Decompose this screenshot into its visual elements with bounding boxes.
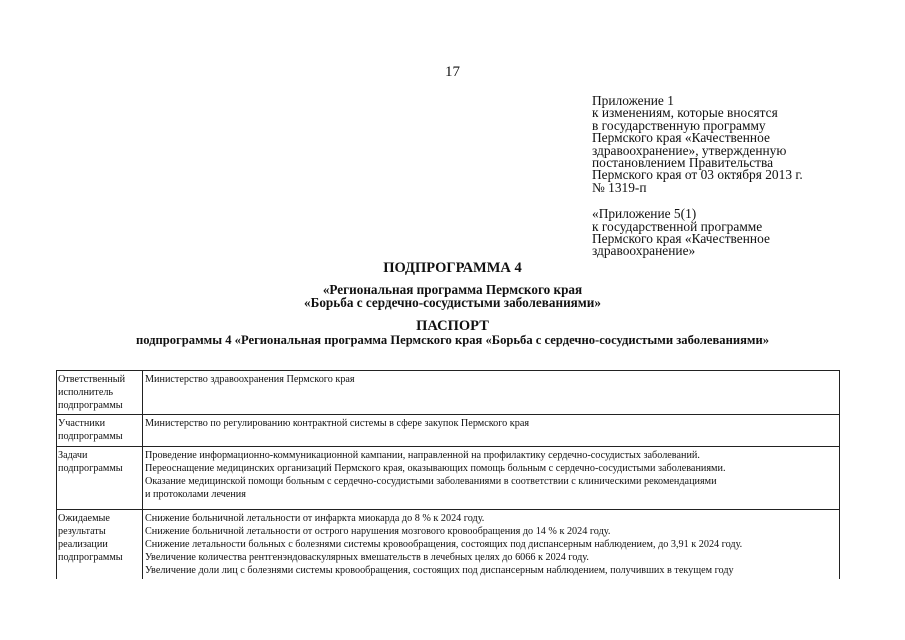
appendix-line: Пермского края от 03 октября 2013 г. — [592, 167, 803, 183]
passport-table — [56, 370, 840, 579]
label-line: реализации — [58, 538, 108, 550]
table-row — [57, 510, 840, 579]
content-line: Снижение больничной летальности от инфаркта миокарда до 8 % к 2024 году. — [145, 513, 485, 525]
content-line: Переоснащение медицинских организаций Пермского края, оказывающих помощь больным с сердечно-сосудистыми заболеваниями. — [145, 463, 726, 475]
label-line: результаты — [58, 526, 106, 538]
label-line: исполнитель — [58, 386, 114, 398]
table-row — [57, 371, 840, 415]
passport-title: ПАСПОРТ — [416, 318, 489, 334]
subprogram-title: ПОДПРОГРАММА 4 — [383, 260, 522, 276]
label-line: Ожидаемые — [58, 513, 110, 525]
appendix-line: здравоохранение», утвержденную — [592, 142, 787, 158]
label-line: подпрограммы — [58, 463, 123, 475]
row-label — [57, 447, 143, 510]
appendix-line: Приложение 1 — [592, 93, 674, 108]
row-label — [57, 371, 143, 415]
content-line: Оказание медицинской помощи больным с сердечно-сосудистыми заболеваниями в соответствии с клиническими рекомендациями — [145, 475, 717, 487]
row-content — [143, 510, 840, 579]
table-row — [57, 447, 840, 510]
row-content — [143, 447, 840, 510]
appendix-note — [592, 95, 852, 258]
content-line: и протоколами лечения — [145, 488, 246, 500]
row-content — [143, 415, 840, 447]
appendix-line: к государственной программе — [592, 218, 763, 234]
page-number: 17 — [445, 64, 460, 80]
label-line: подпрограммы — [58, 399, 123, 411]
content-line: Проведение информационно-коммуникационной кампании, направленной на профилактику сердечно-сосудистых заболеваний. — [145, 450, 700, 462]
content-line: Министерство по регулированию контрактной системы в сфере закупок Пермского края — [145, 418, 530, 430]
appendix-line: к изменениям, которые вносятся — [592, 105, 778, 121]
appendix-line: № 1319-п — [592, 179, 647, 195]
content-line: Увеличение количества рентгенэндоваскулярных вмешательств в лечебных целях до 6066 к 2024 году. — [145, 551, 589, 563]
regional-program-title-line1: «Региональная программа Пермского края — [322, 282, 583, 297]
appendix-line: Пермского края «Качественное — [592, 130, 770, 146]
label-line: подпрограммы — [58, 551, 123, 563]
row-label — [57, 510, 143, 579]
row-content — [143, 371, 840, 415]
regional-program-title-line2: «Борьба с сердечно-сосудистыми заболеваниями» — [304, 295, 601, 310]
row-label — [57, 415, 143, 447]
label-line: Ответственный — [58, 374, 126, 385]
appendix-line: в государственную программу — [592, 117, 766, 133]
appendix-line: здравоохранение» — [592, 243, 696, 259]
content-line: Снижение больничной летальности от острого нарушения мозгового кровообращения до 14 % к 2024 году. — [145, 526, 611, 538]
content-line: Министерство здравоохранения Пермского края — [145, 374, 355, 385]
passport-subtitle: подпрограммы 4 «Региональная программа Пермского края «Борьба с сердечно-сосудистыми заболеваниями» — [135, 333, 770, 347]
label-line: Задачи — [58, 450, 88, 462]
appendix-line: постановлением Правительства — [592, 155, 774, 171]
content-line: Увеличение доли лиц с болезнями системы кровообращения, состоящих под диспансерным наблюдением, получивших в текущем году — [145, 564, 734, 576]
label-line: Участники — [58, 418, 106, 430]
label-line: подпрограммы — [58, 431, 123, 443]
appendix-line: «Приложение 5(1) — [592, 206, 697, 222]
appendix-line: Пермского края «Качественное — [592, 231, 770, 247]
content-line: Снижение летальности больных с болезнями системы кровообращения, состоящих под диспансерным наблюдением, до 3,91 к 2024 году. — [145, 538, 743, 550]
table-row — [57, 415, 840, 447]
